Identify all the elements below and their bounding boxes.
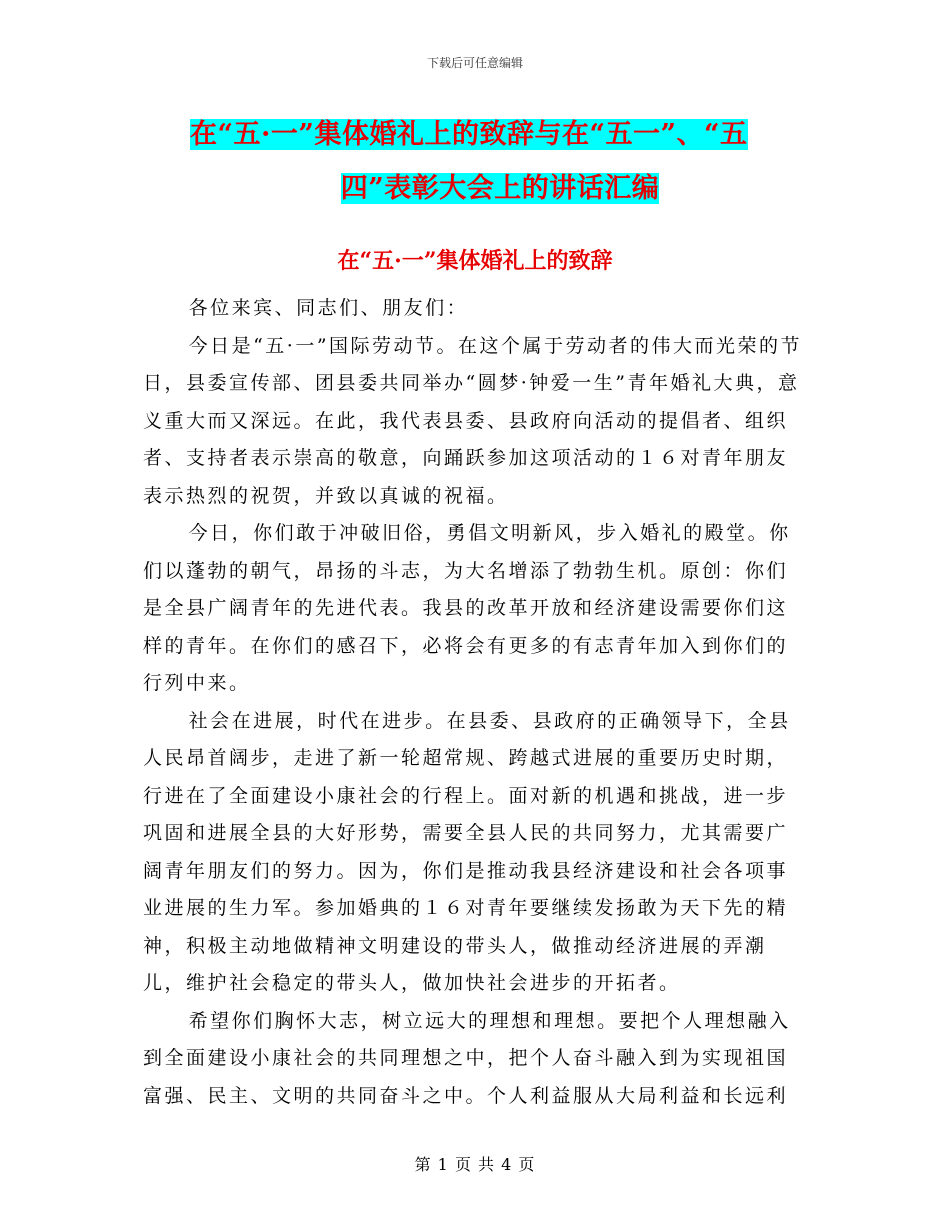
document-title-line-1: 在“五·一”集体婚礼上的致辞与在“五一”、“五	[190, 119, 748, 150]
paragraph-salutation: 各位来宾、同志们、朋友们：	[188, 297, 469, 319]
document-title	[190, 108, 810, 216]
paragraph: 社会在进展，时代在进步。在县委、县政府的正确领导下，全县人民昂首阔步，走进了新一轮超常规、跨越式进展的重要历史时期，行进在了全面建设小康社会的行程上。面对新的机遇和挑战，进一步巩固和进展全县的大好形势，需要全县人民的共同努力，尤其需要广阔青年朋友们的努力。因为，你们是推动我县经济建设和社会各项事业进展的生力军。参加婚典的１６对青年要继续发扬敢为天下先的精神，积极主动地做精神文明建设的带头人，做推动经济进展的弄潮儿，维护社会稳定的带头人，做加快社会进步的开拓者。	[143, 709, 791, 994]
page-number: 第 1 页 共 4 页	[414, 1155, 536, 1174]
paragraph: 希望你们胸怀大志，树立远大的理想和理想。要把个人理想融入到全面建设小康社会的共同理想之中，把个人奋斗融入到为实现祖国富强、民主、文明的共同奋斗之中。个人利益服从大局利益和长远利	[143, 1009, 791, 1107]
document-title-line-2: 四”表彰大会上的讲话汇编	[340, 173, 660, 204]
paragraph: 今日，你们敢于冲破旧俗，勇倡文明新风，步入婚礼的殿堂。你们以蓬勃的朝气，昂扬的斗志，为大名增添了勃勃生机。原创：你们是全县广阔青年的先进代表。我县的改革开放和经济建设需要你们这样的青年。在你们的感召下，必将会有更多的有志青年加入到你们的行列中来。	[143, 522, 791, 694]
header-note: 下载后可任意编辑	[426, 56, 523, 70]
paragraph: 今日是“五·一”国际劳动节。在这个属于劳动者的伟大而光荣的节日，县委宣传部、团县委共同举办“圆梦·钟爱一生”青年婚礼大典，意义重大而又深远。在此，我代表县委、县政府向活动的提倡者、组织者、支持者表示崇高的敬意，向踊跃参加这项活动的１６对青年朋友表示热烈的祝贺，并致以真诚的祝福。	[143, 334, 803, 507]
document-body	[143, 290, 803, 1115]
section-title: 在“五·一”集体婚礼上的致辞	[337, 248, 613, 274]
